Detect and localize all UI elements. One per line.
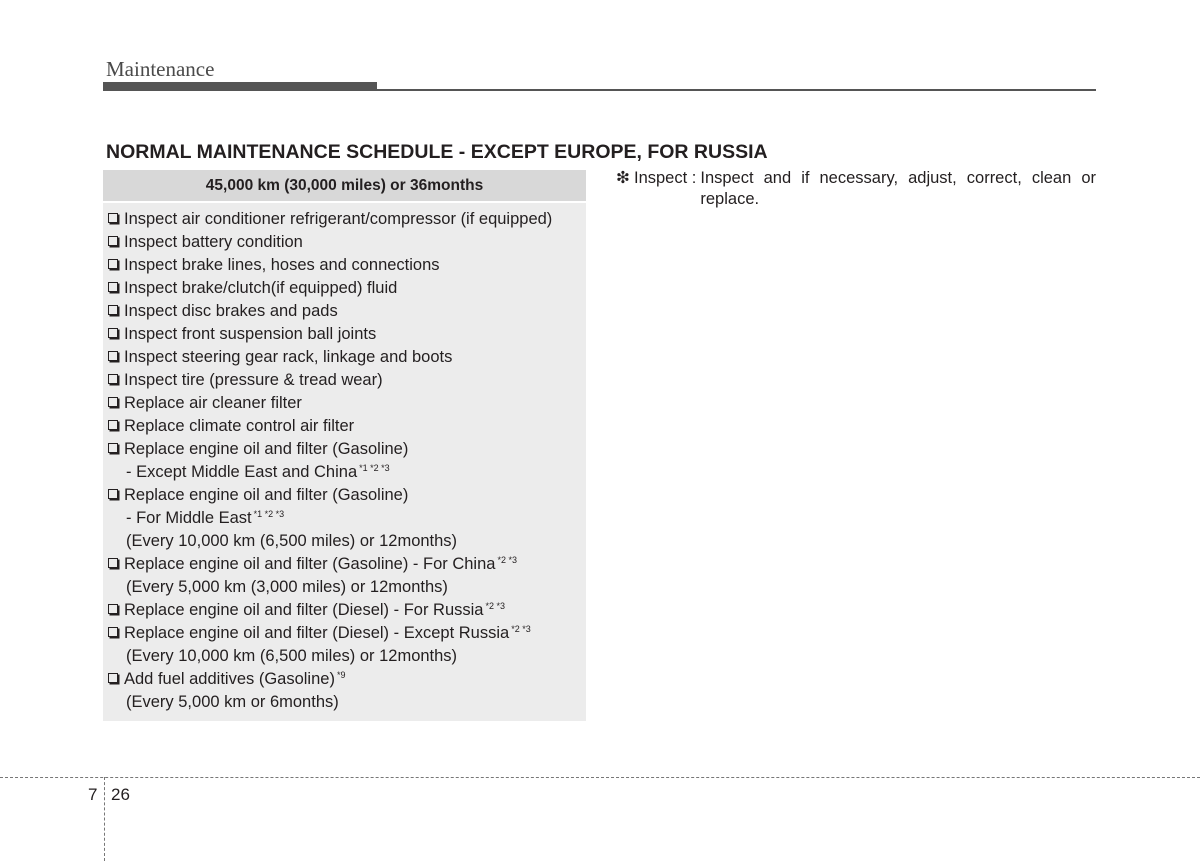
- chapter-number: 7: [88, 785, 98, 804]
- schedule-item-text: (Every 5,000 km or 6months): [126, 693, 339, 711]
- schedule-item-text: Replace engine oil and filter (Diesel) - Except Russia: [124, 624, 510, 642]
- checkbox-icon: [108, 420, 118, 430]
- schedule-item-text: Inspect battery condition: [124, 233, 303, 251]
- checkbox-icon: [108, 305, 118, 315]
- schedule-item-text: Replace engine oil and filter (Gasoline): [124, 486, 409, 504]
- schedule-item-text: Inspect air conditioner refrigerant/compressor (if equipped): [124, 210, 553, 228]
- footnote-reference: *1 *2 *3: [253, 508, 285, 519]
- schedule-item-detail: [108, 461, 552, 484]
- checkbox-icon: [108, 328, 118, 338]
- checkbox-icon: [108, 351, 118, 361]
- schedule-item-text: Replace engine oil and filter (Gasoline) - For China: [124, 555, 496, 573]
- checkbox-icon: [108, 443, 118, 453]
- schedule-item-detail: [108, 530, 552, 553]
- schedule-item: [108, 277, 552, 300]
- schedule-item: [108, 300, 552, 323]
- schedule-item: [108, 668, 552, 691]
- checkbox-icon: [108, 604, 118, 614]
- checkbox-icon: [108, 673, 118, 683]
- checkbox-icon: [108, 259, 118, 269]
- footnote-reference: *1 *2 *3: [359, 462, 390, 473]
- note-label: Inspect :: [634, 169, 697, 187]
- schedule-item-text: Inspect disc brakes and pads: [124, 302, 338, 320]
- schedule-item-text: Inspect brake lines, hoses and connections: [124, 256, 440, 274]
- schedule-item-text: Inspect steering gear rack, linkage and boots: [124, 348, 453, 366]
- checkbox-icon: [108, 558, 118, 568]
- schedule-item-detail: [108, 691, 552, 714]
- footnote-reference: *2 *3: [511, 623, 531, 634]
- schedule-item-text: Add fuel additives (Gasoline): [124, 670, 335, 688]
- footer-divider: [104, 777, 105, 861]
- schedule-item: [108, 599, 552, 622]
- schedule-item: [108, 346, 552, 369]
- footnote-reference: *9: [336, 669, 346, 680]
- schedule-item: [108, 484, 552, 507]
- schedule-item-text: (Every 10,000 km (6,500 miles) or 12months): [126, 532, 458, 550]
- schedule-item-text: Inspect tire (pressure & tread wear): [124, 371, 383, 389]
- schedule-item: [108, 553, 552, 576]
- checkbox-icon: [108, 282, 118, 292]
- checkbox-icon: [108, 489, 118, 499]
- schedule-item: [108, 622, 552, 645]
- schedule-item-text: Replace engine oil and filter (Gasoline): [124, 440, 409, 458]
- page-header-title: Maintenance: [106, 57, 215, 81]
- schedule-item: [108, 208, 552, 231]
- page-number: 26: [111, 785, 130, 804]
- schedule-item: [108, 231, 552, 254]
- schedule-item: [108, 438, 552, 461]
- checkbox-icon: [108, 236, 118, 246]
- schedule-item-list: [108, 208, 552, 714]
- asterisk-icon: ❇: [616, 169, 630, 187]
- schedule-item: [108, 392, 552, 415]
- section-title: NORMAL MAINTENANCE SCHEDULE - EXCEPT EUROPE, FOR RUSSIA: [106, 141, 768, 163]
- schedule-item: [108, 369, 552, 392]
- footer-rule: [0, 777, 1200, 778]
- checkbox-icon: [108, 627, 118, 637]
- schedule-item: [108, 415, 552, 438]
- checkbox-icon: [108, 397, 118, 407]
- schedule-item-detail: [108, 645, 552, 668]
- inspect-note: [616, 168, 1096, 210]
- checkbox-icon: [108, 213, 118, 223]
- footnote-reference: *2 *3: [485, 600, 506, 611]
- schedule-table-body: [103, 203, 586, 721]
- schedule-item-detail: [108, 507, 552, 530]
- footnote-reference: *2 *3: [497, 554, 517, 565]
- schedule-item-text: Inspect brake/clutch(if equipped) fluid: [124, 279, 398, 297]
- schedule-interval-heading: 45,000 km (30,000 miles) or 36months: [103, 170, 586, 201]
- schedule-item: [108, 254, 552, 277]
- schedule-item: [108, 323, 552, 346]
- schedule-item-text: - For Middle East: [126, 509, 252, 527]
- schedule-item-text: Inspect front suspension ball joints: [124, 325, 377, 343]
- schedule-item-text: - Except Middle East and China: [126, 463, 358, 481]
- schedule-item-text: Replace engine oil and filter (Diesel) - For Russia: [124, 601, 484, 619]
- schedule-item-text: (Every 5,000 km (3,000 miles) or 12months): [126, 578, 448, 596]
- schedule-item-text: Replace air cleaner filter: [124, 394, 302, 412]
- schedule-item-text: Replace climate control air filter: [124, 417, 355, 435]
- schedule-item-text: (Every 10,000 km (6,500 miles) or 12months): [126, 647, 458, 665]
- schedule-item-detail: [108, 576, 552, 599]
- checkbox-icon: [108, 374, 118, 384]
- note-text: Inspect and if necessary, adjust, correct, clean or replace.: [700, 169, 1096, 208]
- header-rule: [103, 89, 1096, 91]
